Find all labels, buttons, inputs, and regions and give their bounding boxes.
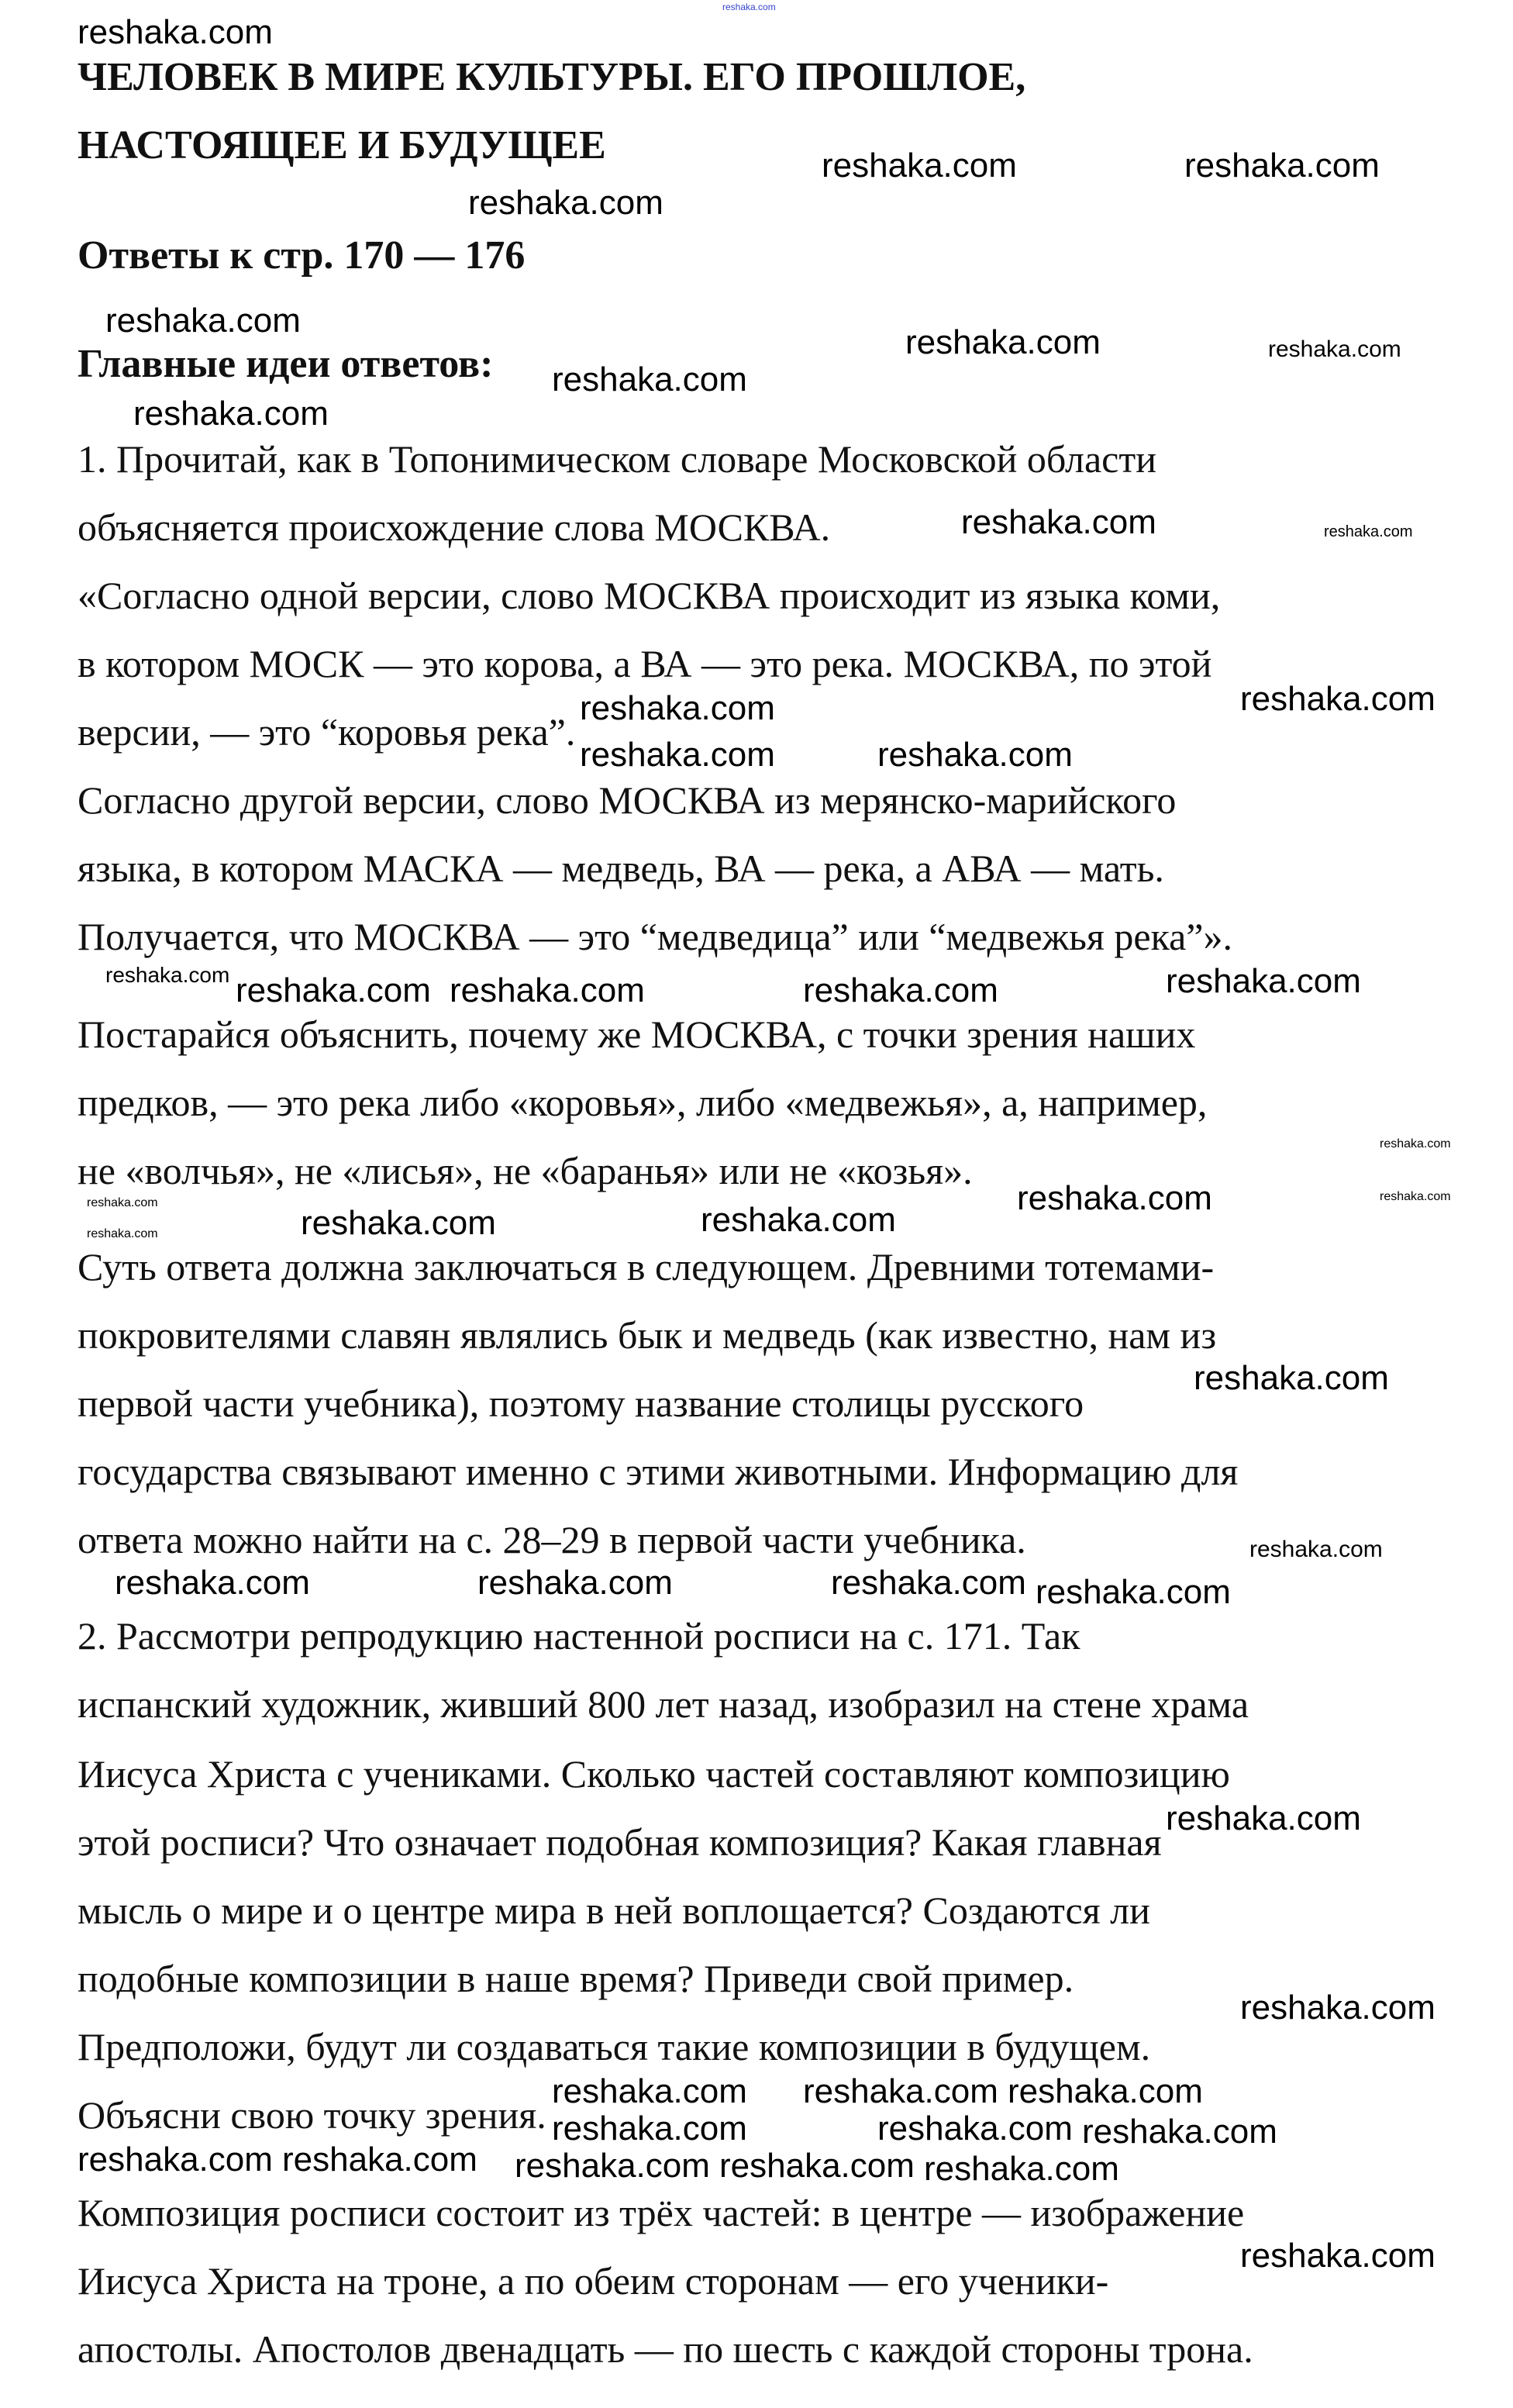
watermark: reshaka.com xyxy=(1194,1359,1389,1397)
watermark: reshaka.com xyxy=(105,302,301,340)
watermark: reshaka.com xyxy=(450,971,645,1009)
watermark: reshaka.com xyxy=(78,2141,273,2179)
text-line: мысль о мире и о центре мира в ней воплощается? Создаются ли xyxy=(78,1889,1150,1932)
watermark: reshaka.com xyxy=(924,2150,1119,2188)
watermark: reshaka.com xyxy=(552,361,747,398)
text-line: государства связывают именно с этими животными. Информацию для xyxy=(78,1450,1239,1493)
text-line: Суть ответа должна заключаться в следующем. Древними тотемами- xyxy=(78,1245,1215,1289)
watermark: reshaka.com xyxy=(1249,1537,1383,1562)
watermark: reshaka.com xyxy=(1082,2113,1277,2151)
watermark: reshaka.com xyxy=(1036,1573,1231,1611)
watermark: reshaka.com xyxy=(515,2147,710,2185)
watermark: reshaka.com xyxy=(580,736,775,774)
watermark: reshaka.com xyxy=(1240,680,1435,718)
watermark: reshaka.com xyxy=(1380,1137,1451,1151)
watermark: reshaka.com xyxy=(1184,147,1380,185)
text-line: этой росписи? Что означает подобная композиция? Какая главная xyxy=(78,1820,1162,1864)
watermark: reshaka.com xyxy=(105,963,230,987)
watermark: reshaka.com xyxy=(1008,2072,1203,2110)
text-line: Постарайся объяснить, почему же МОСКВА, с точки зрения наших xyxy=(78,1013,1196,1056)
watermark: reshaka.com xyxy=(877,2110,1073,2148)
watermark: reshaka.com xyxy=(87,1227,158,1240)
text-line: апостолы. Апостолов двенадцать — по шесть с каждой стороны трона. xyxy=(78,2327,1253,2371)
text-line: подобные композиции в наше время? Приведи свой пример. xyxy=(78,1957,1074,2000)
watermark: reshaka.com xyxy=(831,1564,1026,1602)
watermark: reshaka.com xyxy=(701,1201,896,1239)
page-title-line-1: ЧЕЛОВЕК В МИРЕ КУЛЬТУРЫ. ЕГО ПРОШЛОЕ, xyxy=(78,55,1026,99)
watermark: reshaka.com xyxy=(236,971,431,1009)
watermark: reshaka.com xyxy=(301,1204,496,1242)
watermark: reshaka.com xyxy=(877,736,1073,774)
text-line: Получается, что МОСКВА — это “медведица” или “медвежья река”». xyxy=(78,915,1232,958)
watermark: reshaka.com xyxy=(822,147,1017,185)
text-line: 1. Прочитай, как в Топонимическом словаре Московской области xyxy=(78,437,1156,481)
watermark: reshaka.com xyxy=(803,971,998,1009)
text-line: первой части учебника), поэтому название столицы русского xyxy=(78,1382,1084,1425)
watermark: reshaka.com xyxy=(133,395,329,433)
page-title-line-2: НАСТОЯЩЕЕ И БУДУЩЕЕ xyxy=(78,123,606,167)
text-line: «Согласно одной версии, слово МОСКВА происходит из языка коми, xyxy=(78,574,1221,617)
text-line: Согласно другой версии, слово МОСКВА из мерянско-марийского xyxy=(78,778,1177,822)
watermark: reshaka.com xyxy=(1017,1179,1212,1217)
watermark: reshaka.com xyxy=(719,2147,915,2185)
watermark: reshaka.com xyxy=(803,2072,998,2110)
watermark: reshaka.com xyxy=(552,2110,747,2148)
text-line: объясняется происхождение слова МОСКВА. xyxy=(78,505,831,549)
watermark: reshaka.com xyxy=(477,1564,673,1602)
text-line: Предположи, будут ли создаваться такие композиции в будущем. xyxy=(78,2025,1151,2068)
watermark: reshaka.com xyxy=(1166,962,1361,1000)
watermark: reshaka.com xyxy=(1240,1989,1435,2027)
watermark: reshaka.com xyxy=(580,689,775,727)
text-line: ответа можно найти на с. 28–29 в первой части учебника. xyxy=(78,1518,1026,1561)
text-line: предков, — это река либо «коровья», либо «медвежья», а, например, xyxy=(78,1081,1208,1124)
watermark: reshaka.com xyxy=(468,184,663,222)
text-line: покровителями славян являлись бык и медведь (как известно, нам из xyxy=(78,1313,1217,1357)
text-line: языка, в котором МАСКА — медведь, ВА — река, а АВА — мать. xyxy=(78,847,1164,890)
text-line: не «волчья», не «лисья», не «баранья» или не «козья». xyxy=(78,1149,973,1192)
text-line: Иисуса Христа на троне, а по обеим сторонам — его ученики- xyxy=(78,2259,1109,2303)
pages-heading: Ответы к стр. 170 — 176 xyxy=(78,233,526,278)
watermark: reshaka.com xyxy=(87,1196,158,1209)
text-line: в котором МОСК — это корова, а ВА — это река. МОСКВА, по этой xyxy=(78,642,1212,685)
watermark: reshaka.com xyxy=(1324,523,1413,540)
text-line: Композиция росписи состоит из трёх частей: в центре — изображение xyxy=(78,2191,1245,2234)
watermark: reshaka.com xyxy=(78,13,273,51)
watermark: reshaka.com xyxy=(115,1564,310,1602)
watermark: reshaka.com xyxy=(1166,1799,1361,1837)
watermark: reshaka.com xyxy=(1268,336,1401,362)
header-watermark: reshaka.com xyxy=(722,2,776,12)
section-heading: Главные идеи ответов: xyxy=(78,342,494,386)
watermark: reshaka.com xyxy=(961,503,1156,541)
text-line: 2. Рассмотри репродукцию настенной росписи на с. 171. Так xyxy=(78,1614,1080,1658)
watermark: reshaka.com xyxy=(282,2141,477,2179)
watermark: reshaka.com xyxy=(905,323,1101,361)
text-line: Иисуса Христа с учениками. Сколько частей составляют композицию xyxy=(78,1752,1230,1796)
text-line: Объясни свою точку зрения. xyxy=(78,2093,546,2137)
watermark: reshaka.com xyxy=(1240,2237,1435,2275)
watermark: reshaka.com xyxy=(1380,1190,1451,1203)
text-line: версии, — это “коровья река”. xyxy=(78,710,576,754)
text-line: испанский художник, живший 800 лет назад, изобразил на стене храма xyxy=(78,1682,1249,1726)
watermark: reshaka.com xyxy=(552,2072,747,2110)
